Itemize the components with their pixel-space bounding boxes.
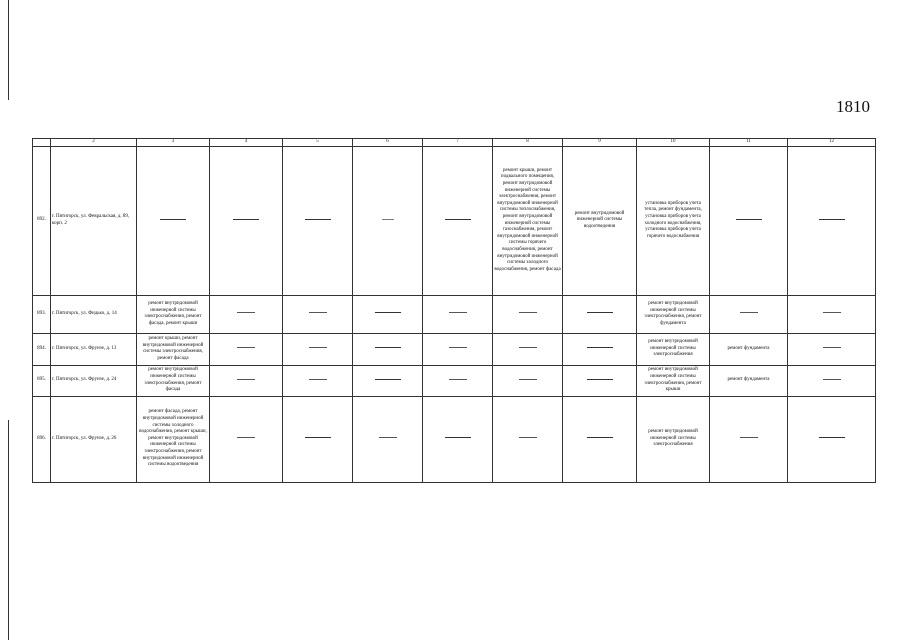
work-cell: ремонт крыши, ремонт подвального помещения, ремонт внутридомовой инженерной системы электроснабжения, ремонт внутридомовой инженерной системы теплоснабжения, ремонт внутридомовой инженерной системы газоснабжения, ремонт внутридомовой инженерной системы горячего водоснабжения, ремонт внутридомовой инженерной системы холодного водоснабжения, ремонт фасада [493,146,563,295]
header-cell: 9 [563,139,637,147]
dash-mark [587,437,613,438]
dash-mark [309,312,327,313]
header-cell [33,139,51,147]
work-cell: ремонт внутридомовой инженерной системы электроснабжения, ремонт фасада [137,365,210,396]
repair-schedule-table [32,138,876,483]
work-cell: ремонт внутридомовой инженерной системы электроснабжения, ремонт крыши [637,365,710,396]
dash-mark [237,379,255,380]
work-cell: ремонт внутридомовой инженерной системы электроснабжения, ремонт фасада, ремонт крыши [137,295,210,333]
address-cell: г. Пятигорск, ул. Фидько, д. 14 [51,295,137,333]
dash-cell [423,146,493,295]
dash-mark [740,437,758,438]
dash-mark [445,437,471,438]
dash-mark [233,219,259,220]
table-row [33,333,876,365]
scan-edge-line [8,420,9,640]
dash-mark [309,379,327,380]
dash-cell [353,333,423,365]
dash-cell [423,333,493,365]
dash-mark [375,379,401,380]
dash-cell [210,146,283,295]
work-cell: ремонт крыши, ремонт внутридомовой инженерной системы электроснабжения, ремонт фасада [137,333,210,365]
dash-mark [823,347,841,348]
dash-mark [305,219,331,220]
header-cell: 7 [423,139,493,147]
dash-cell [353,396,423,482]
dash-mark [237,347,255,348]
dash-mark [379,437,397,438]
dash-mark [160,219,186,220]
dash-mark [736,219,762,220]
dash-mark [375,347,401,348]
dash-cell [353,365,423,396]
header-cell: 8 [493,139,563,147]
row-number: 893. [33,295,51,333]
dash-mark [375,312,401,313]
dash-cell [283,396,353,482]
dash-cell [210,365,283,396]
dash-mark [382,219,394,220]
dash-cell [493,396,563,482]
dash-cell [788,365,876,396]
dash-cell [423,396,493,482]
work-cell: установка приборов учета тепла, ремонт фундамента, установка приборов учета холодного водоснабжения, установка приборов учета горячего водоснабжения [637,146,710,295]
table-row [33,146,876,295]
dash-cell [563,396,637,482]
dash-cell [788,396,876,482]
dash-cell [493,295,563,333]
row-number: 892. [33,146,51,295]
dash-cell [493,365,563,396]
dash-mark [519,437,537,438]
work-cell: ремонт фасада, ремонт внутридомовой инженерной системы холодного водоснабжения, ремонт крыши, ремонт внутридомовой инженерной системы электроснабжения, ремонт внутридомовой инженерной системы водоотведения [137,396,210,482]
row-number: 895. [33,365,51,396]
work-cell: ремонт внутридомовой инженерной системы электроснабжения [637,333,710,365]
row-number: 894. [33,333,51,365]
dash-cell [423,295,493,333]
dash-cell [710,146,788,295]
dash-cell [283,146,353,295]
column-number-header [33,139,876,147]
dash-cell [210,295,283,333]
dash-mark [519,347,537,348]
dash-cell [283,333,353,365]
dash-cell [710,396,788,482]
dash-cell [788,146,876,295]
page-number: 1810 [836,97,870,116]
dash-cell [353,295,423,333]
header-cell: 5 [283,139,353,147]
dash-mark [819,219,845,220]
dash-cell [563,333,637,365]
table-row [33,295,876,333]
work-cell: ремонт фундамента [710,333,788,365]
dash-cell [788,333,876,365]
dash-cell [137,146,210,295]
scan-edge-line [8,0,9,100]
header-cell: 10 [637,139,710,147]
dash-mark [819,437,845,438]
work-cell: ремонт внутридомовой инженерной системы электроснабжения [637,396,710,482]
work-cell: ремонт внутридомовой инженерной системы водоотведения [563,146,637,295]
header-cell: 4 [210,139,283,147]
dash-mark [445,219,471,220]
dash-mark [449,379,467,380]
address-cell: г. Пятигорск, ул. Фрунзе, д. 26 [51,396,137,482]
row-number: 896. [33,396,51,482]
dash-cell [788,295,876,333]
dash-mark [237,437,255,438]
header-cell: 3 [137,139,210,147]
header-cell: 11 [710,139,788,147]
dash-cell [710,295,788,333]
work-cell: ремонт внутридомовой инженерной системы электроснабжения, ремонт фундамента [637,295,710,333]
dash-cell [283,295,353,333]
dash-cell [283,365,353,396]
dash-mark [449,347,467,348]
work-cell: ремонт фундамента [710,365,788,396]
header-cell: 2 [51,139,137,147]
address-cell: г. Пятигорск, ул. Фрунзе, д. 24 [51,365,137,396]
dash-cell [493,333,563,365]
dash-mark [740,312,758,313]
table-row [33,396,876,482]
dash-mark [519,379,537,380]
header-cell: 6 [353,139,423,147]
dash-cell [563,295,637,333]
dash-mark [309,347,327,348]
dash-mark [237,312,255,313]
dash-cell [423,365,493,396]
dash-cell [353,146,423,295]
dash-mark [587,347,613,348]
dash-mark [587,312,613,313]
header-cell: 12 [788,139,876,147]
dash-mark [587,379,613,380]
address-cell: г. Пятигорск, ул. Февральская, д. 89, корп. 2 [51,146,137,295]
dash-mark [449,312,467,313]
dash-cell [210,333,283,365]
table-row [33,365,876,396]
dash-cell [563,365,637,396]
dash-mark [823,312,841,313]
address-cell: г. Пятигорск, ул. Фрунзе, д. 13 [51,333,137,365]
dash-cell [210,396,283,482]
dash-mark [823,379,841,380]
dash-mark [305,437,331,438]
dash-mark [519,312,537,313]
